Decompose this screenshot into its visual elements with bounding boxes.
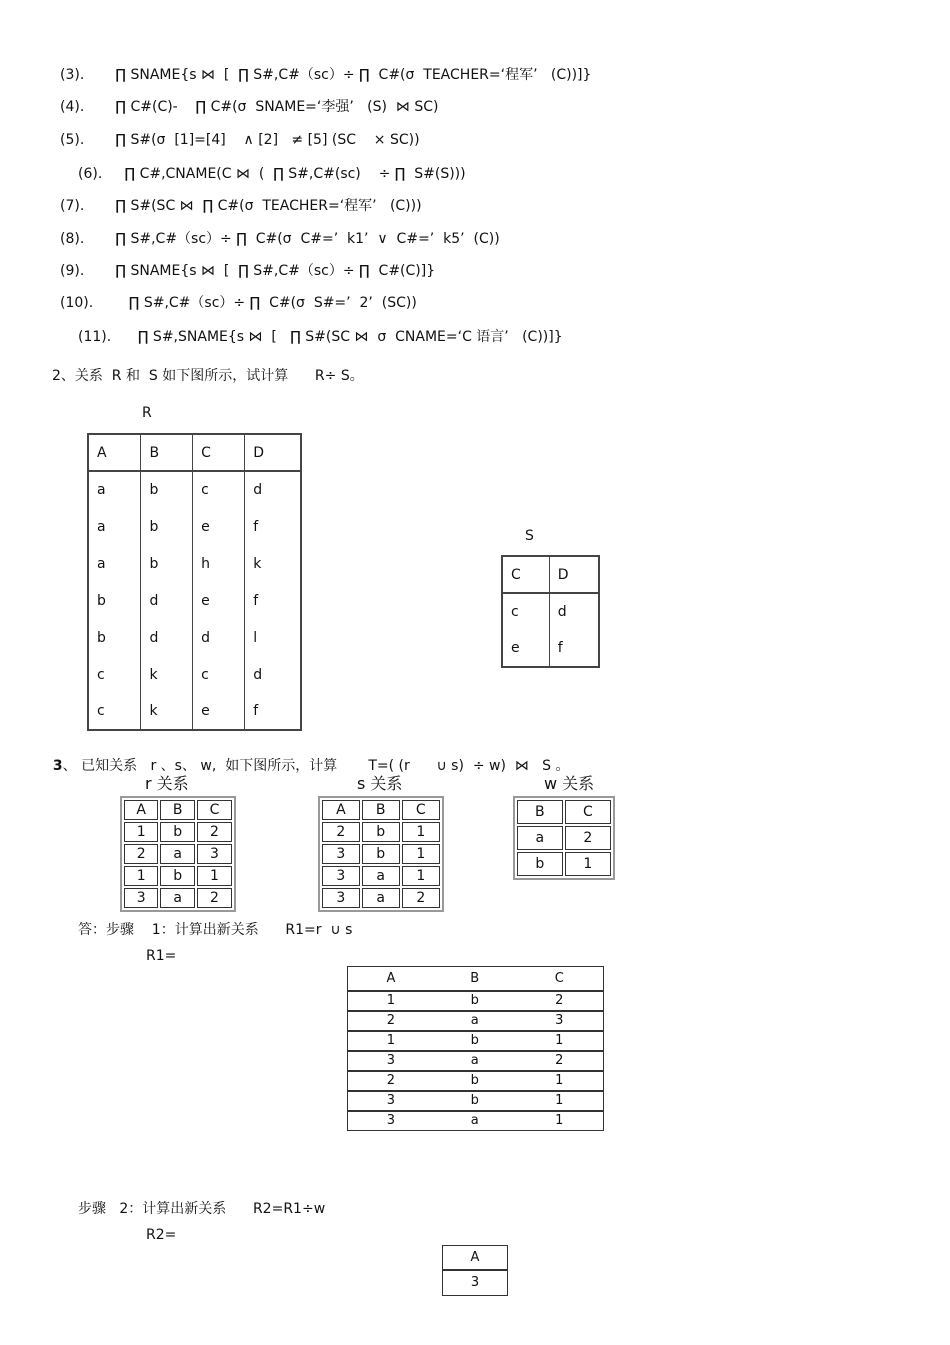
cell: b bbox=[434, 991, 516, 1011]
cell: e bbox=[193, 508, 245, 545]
cell: a bbox=[434, 1051, 516, 1071]
question-text: 、 已知关系 r 、s、 w, 如下图所示，计算 T=( (r ∪ s) ÷ w) ⋈ S 。 bbox=[62, 758, 570, 774]
column-header: B bbox=[517, 800, 563, 824]
formula-line: (7). ∏ S#(SC ⋈ ∏ C#(σ TEACHER=‘程军’ (C))) bbox=[60, 198, 422, 214]
cell: d bbox=[141, 582, 193, 619]
table-row bbox=[322, 866, 440, 886]
formula-line: (6). ∏ C#,CNAME(C ⋈ ( ∏ S#,C#(sc) ÷ ∏ S#(S))) bbox=[78, 166, 466, 182]
cell: e bbox=[193, 693, 245, 730]
cell: 3 bbox=[348, 1051, 434, 1071]
cell: a bbox=[434, 1011, 516, 1031]
cell: c bbox=[193, 656, 245, 693]
cell: 1 bbox=[402, 844, 440, 864]
cell: a bbox=[470, 1113, 479, 1129]
cell: 2 bbox=[124, 844, 158, 864]
column-header: B bbox=[141, 434, 193, 471]
cell: d bbox=[193, 619, 245, 656]
cell: 2 bbox=[322, 822, 360, 842]
s-relation-table bbox=[318, 796, 444, 912]
cell: 3 bbox=[322, 888, 360, 908]
cell: a bbox=[88, 545, 141, 582]
column-header: D bbox=[549, 556, 599, 593]
r-relation-title: r 关系 bbox=[145, 774, 189, 793]
cell: c bbox=[88, 693, 141, 730]
table-row bbox=[88, 508, 301, 545]
table-row bbox=[348, 1051, 604, 1071]
cell: k bbox=[141, 656, 193, 693]
table-row bbox=[88, 471, 301, 508]
cell: b bbox=[362, 822, 400, 842]
cell: 3 bbox=[348, 1091, 434, 1111]
cell: f bbox=[549, 630, 599, 667]
column-header: C bbox=[402, 800, 440, 820]
table-row bbox=[517, 826, 611, 850]
cell: c bbox=[193, 471, 245, 508]
column-header: C bbox=[516, 967, 604, 991]
cell: 2 bbox=[516, 1051, 604, 1071]
cell: 1 bbox=[402, 866, 440, 886]
relation-r-title: R bbox=[142, 405, 152, 421]
r-relation-table bbox=[120, 796, 236, 912]
cell: k bbox=[245, 545, 301, 582]
cell: 1 bbox=[124, 822, 158, 842]
cell: b bbox=[517, 852, 563, 876]
cell: 3 bbox=[124, 888, 158, 908]
cell: b bbox=[160, 822, 195, 842]
s-relation-title: s 关系 bbox=[357, 774, 403, 793]
cell: 3 bbox=[322, 866, 360, 886]
table-row bbox=[88, 693, 301, 730]
cell: 1 bbox=[555, 1113, 564, 1129]
column-header: B bbox=[434, 967, 516, 991]
table-row bbox=[348, 1071, 604, 1091]
question-2-prompt: 2、关系 R 和 S 如下图所示，试计算 R÷ S。 bbox=[52, 368, 364, 384]
relation-r-table bbox=[87, 433, 302, 731]
cell: a bbox=[517, 826, 563, 850]
table-row bbox=[322, 888, 440, 908]
cell: h bbox=[193, 545, 245, 582]
table-row bbox=[348, 1011, 604, 1031]
cell: 1 bbox=[197, 866, 232, 886]
table-row bbox=[124, 822, 232, 842]
relation-s-table bbox=[501, 555, 600, 668]
column-header: A bbox=[348, 967, 434, 991]
cell: a bbox=[160, 844, 195, 864]
r1-label: R1= bbox=[146, 948, 177, 964]
cell: b bbox=[88, 619, 141, 656]
cell: 2 bbox=[565, 826, 611, 850]
cell: 2 bbox=[197, 822, 232, 842]
table-row bbox=[348, 1111, 604, 1131]
formula-line: (8). ∏ S#,C#（sc）÷ ∏ C#(σ C#=’ k1’ ∨ C#=’ k5’ (C)) bbox=[60, 231, 500, 247]
column-header: C bbox=[502, 556, 549, 593]
cell: k bbox=[141, 693, 193, 730]
table-row bbox=[88, 619, 301, 656]
cell: 3 bbox=[470, 1275, 480, 1291]
relation-s-title: S bbox=[525, 528, 534, 544]
cell: f bbox=[245, 693, 301, 730]
cell: b bbox=[434, 1091, 516, 1111]
question-number: 3 bbox=[52, 758, 63, 774]
table-row bbox=[124, 888, 232, 908]
cell: 3 bbox=[322, 844, 360, 864]
table-row bbox=[348, 991, 604, 1011]
table-row bbox=[443, 1270, 508, 1296]
table-row bbox=[517, 852, 611, 876]
table-row bbox=[88, 656, 301, 693]
cell: b bbox=[362, 844, 400, 864]
cell: f bbox=[245, 582, 301, 619]
cell: 1 bbox=[516, 1091, 604, 1111]
formula-line: (4). ∏ C#(C)- ∏ C#(σ SNAME=‘李强’ (S) ⋈ SC) bbox=[60, 99, 439, 115]
cell: a bbox=[88, 508, 141, 545]
cell: a bbox=[160, 888, 195, 908]
cell: b bbox=[434, 1071, 516, 1091]
cell: b bbox=[141, 471, 193, 508]
cell: 2 bbox=[402, 888, 440, 908]
cell: f bbox=[245, 508, 301, 545]
cell: b bbox=[434, 1031, 516, 1051]
cell: d bbox=[141, 619, 193, 656]
column-header: B bbox=[160, 800, 195, 820]
formula-line: (5). ∏ S#(σ [1]=[4] ∧ [2] ≠ [5] (SC × SC)) bbox=[60, 132, 420, 148]
question-3-prompt bbox=[44, 739, 570, 775]
column-header: A bbox=[124, 800, 158, 820]
column-header: B bbox=[362, 800, 400, 820]
table-row bbox=[322, 822, 440, 842]
column-header: A bbox=[88, 434, 141, 471]
column-header: C bbox=[565, 800, 611, 824]
cell: b bbox=[88, 582, 141, 619]
formula-line: (9). ∏ SNAME{s ⋈ [ ∏ S#,C#（sc）÷ ∏ C#(C)]} bbox=[60, 263, 436, 279]
column-header: D bbox=[245, 434, 301, 471]
cell: 2 bbox=[348, 1071, 434, 1091]
cell: b bbox=[141, 545, 193, 582]
cell: 1 bbox=[124, 866, 158, 886]
table-row bbox=[124, 844, 232, 864]
cell: l bbox=[245, 619, 301, 656]
formula-line: (3). ∏ SNAME{s ⋈ [ ∏ S#,C#（sc）÷ ∏ C#(σ TEACHER=‘程军’ (C))]} bbox=[60, 67, 592, 83]
cell: 1 bbox=[565, 852, 611, 876]
cell: 1 bbox=[402, 822, 440, 842]
cell: c bbox=[502, 593, 549, 630]
table-row bbox=[502, 630, 599, 667]
cell: 3 bbox=[197, 844, 232, 864]
cell: 2 bbox=[348, 1011, 434, 1031]
formula-line: (10). ∏ S#,C#（sc）÷ ∏ C#(σ S#=’ 2’ (SC)) bbox=[60, 295, 417, 311]
cell: a bbox=[88, 471, 141, 508]
cell: a bbox=[362, 888, 400, 908]
w-relation-title: w 关系 bbox=[544, 774, 595, 793]
table-row bbox=[88, 545, 301, 582]
column-header: A bbox=[443, 1246, 508, 1270]
cell: d bbox=[245, 656, 301, 693]
table-row bbox=[124, 866, 232, 886]
column-header: C bbox=[197, 800, 232, 820]
cell: d bbox=[549, 593, 599, 630]
table-row bbox=[348, 1091, 604, 1111]
table-row bbox=[502, 593, 599, 630]
cell: e bbox=[502, 630, 549, 667]
cell: 2 bbox=[516, 991, 604, 1011]
w-relation-table bbox=[513, 796, 615, 880]
step-2-text: 步骤 2：计算出新关系 R2=R1÷w bbox=[78, 1201, 326, 1217]
step-1-text: 答：步骤 1：计算出新关系 R1=r ∪ s bbox=[78, 922, 353, 938]
cell: d bbox=[245, 471, 301, 508]
r2-result-table bbox=[442, 1245, 508, 1296]
table-row bbox=[322, 844, 440, 864]
cell: c bbox=[88, 656, 141, 693]
formula-line: (11). ∏ S#,SNAME{s ⋈ [ ∏ S#(SC ⋈ σ CNAME=‘C 语言’ (C))]} bbox=[78, 329, 563, 345]
cell: 2 bbox=[197, 888, 232, 908]
r1-result-table bbox=[347, 966, 604, 1131]
cell: b bbox=[141, 508, 193, 545]
column-header: A bbox=[322, 800, 360, 820]
cell: b bbox=[160, 866, 195, 886]
cell: 1 bbox=[348, 1031, 434, 1051]
cell: 1 bbox=[348, 991, 434, 1011]
column-header: C bbox=[193, 434, 245, 471]
cell: 3 bbox=[386, 1113, 396, 1129]
table-row bbox=[348, 1031, 604, 1051]
table-row bbox=[88, 582, 301, 619]
cell: 1 bbox=[516, 1071, 604, 1091]
r2-label: R2= bbox=[146, 1227, 177, 1243]
cell: e bbox=[193, 582, 245, 619]
cell: 1 bbox=[516, 1031, 604, 1051]
cell: 3 bbox=[516, 1011, 604, 1031]
cell: a bbox=[362, 866, 400, 886]
